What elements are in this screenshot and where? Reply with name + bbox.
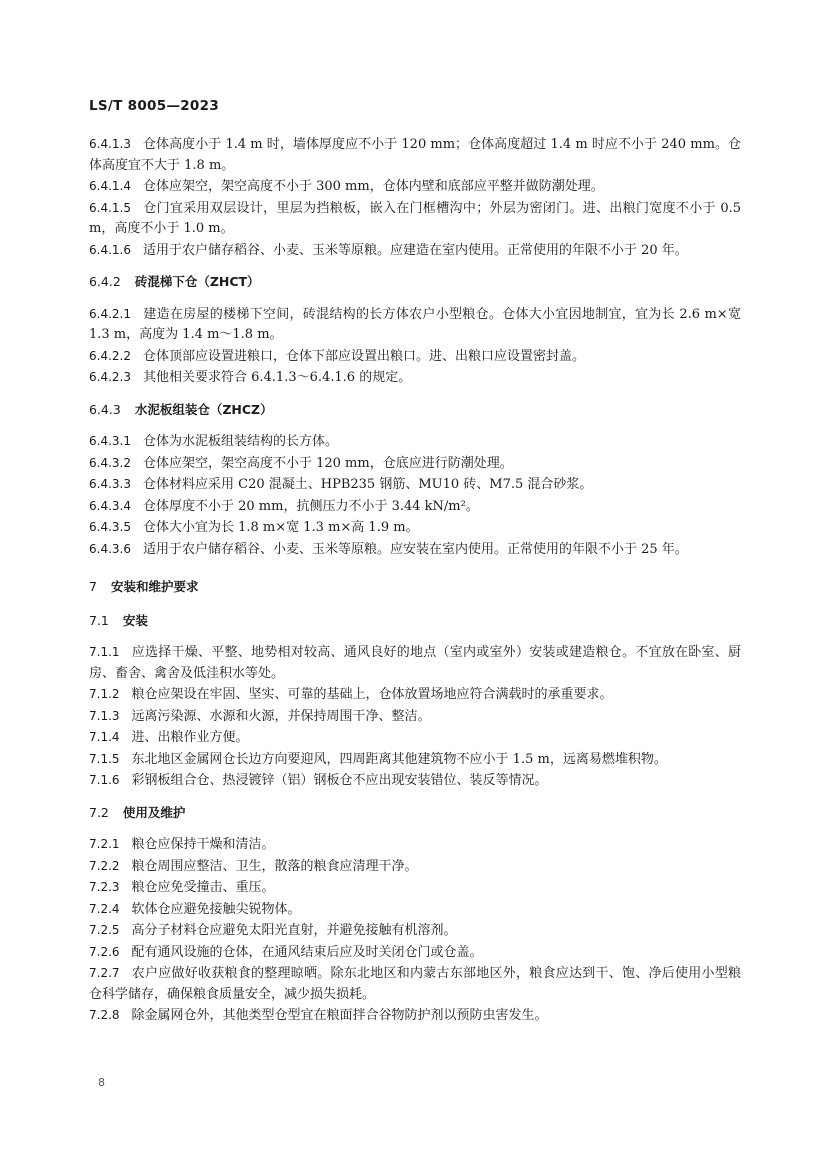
- heading-7-1: 7.1 安装: [89, 612, 148, 628]
- clause-7-1-1: 7.1.1 应选择干燥、平整、地势相对较高、通风良好的地点（室内或室外）安装或建造粮仓。不宜放在卧室、厨房、畜舍、禽舍及低洼积水等处。: [89, 645, 741, 681]
- document-id: LS/T 8005—2023: [89, 98, 220, 114]
- clause-6-4-3-3: 6.4.3.3 仓体材料应采用 C20 混凝土、HPB235 钢筋、MU10 砖、M7.5 混合砂浆。: [89, 477, 593, 492]
- clause-7-2-5: 7.2.5 高分子材料仓应避免太阳光直射，并避免接触有机溶剂。: [89, 923, 457, 938]
- clause-7-1-4: 7.1.4 进、出粮作业方便。: [89, 730, 249, 745]
- clause-7-2-6: 7.2.6 配有通风设施的仓体，在通风结束后应及时关闭仓门或仓盖。: [89, 944, 483, 960]
- heading-7: 7 安装和维护要求: [89, 579, 199, 594]
- clause-6-4-3-6: 6.4.3.6 适用于农户储存稻谷、小麦、玉米等原粮。应安装在室内使用。正常使用的年限不小于 25 年。: [89, 541, 688, 557]
- clause-6-4-3-4: 6.4.3.4 仓体厚度不小于 20 mm，抗侧压力不小于 3.44 kN/m²。: [89, 498, 479, 514]
- clause-6-4-1-3: 6.4.1.3 仓体高度小于 1.4 m 时，墙体厚度应不小于 120 mm；仓体高度超过 1.4 m 时应不小于 240 mm。仓体高度宜不大于 1.8 m。: [89, 137, 741, 173]
- clause-6-4-2-1: 6.4.2.1 建造在房屋的楼梯下空间，砖混结构的长方体农户小型粮仓。仓体大小宜因地制宜，宜为长 2.6 m×宽 1.3 m，高度为 1.4 m～1.8 m。: [89, 306, 741, 342]
- heading-7-2: 7.2 使用及维护: [89, 804, 186, 820]
- clause-7-1-3: 7.1.3 远离污染源、水源和火源，并保持周围干净、整洁。: [89, 708, 431, 724]
- document-body: [89, 134, 741, 1027]
- heading-6-4-3: 6.4.3 水泥板组装仓（ZHCZ）: [89, 401, 273, 417]
- clause-6-4-1-4: 6.4.1.4 仓体应架空，架空高度不小于 300 mm，仓体内壁和底部应平整并做防潮处理。: [89, 179, 604, 194]
- clause-6-4-1-6: 6.4.1.6 适用于农户储存稻谷、小麦、玉米等原粮。应建造在室内使用。正常使用的年限不小于 20 年。: [89, 242, 688, 258]
- clause-7-2-1: 7.2.1 粮仓应保持干燥和清洁。: [89, 837, 275, 852]
- clause-7-2-2: 7.2.2 粮仓周围应整洁、卫生，散落的粮食应清理干净。: [89, 858, 418, 874]
- clause-6-4-3-5: 6.4.3.5 仓体大小宜为长 1.8 m×宽 1.3 m×高 1.9 m。: [89, 520, 419, 535]
- clause-6-4-1-5: 6.4.1.5 仓门宜采用双层设计，里层为挡粮板，嵌入在门框槽沟中；外层为密闭门。进、出粮门宽度不小于 0.5 m，高度不小于 1.0 m。: [89, 200, 741, 236]
- clause-7-2-4: 7.2.4 软体仓应避免接触尖锐物体。: [89, 901, 301, 917]
- clause-7-2-8: 7.2.8 除金属网仓外，其他类型仓型宜在粮面拌合谷物防护剂以预防虫害发生。: [89, 1008, 548, 1023]
- clause-6-4-3-2: 6.4.3.2 仓体应架空，架空高度不小于 120 mm，仓底应进行防潮处理。: [89, 455, 513, 471]
- clause-6-4-2-2: 6.4.2.2 仓体顶部应设置进粮口，仓体下部应设置出粮口。进、出粮口应设置密封盖。: [89, 348, 585, 364]
- clause-6-4-3-1: 6.4.3.1 仓体为水泥板组装结构的长方体。: [89, 434, 338, 449]
- clause-7-1-6: 7.1.6 彩钢板组合仓、热浸镀锌（铝）钢板仓不应出现安装错位、装反等情况。: [89, 773, 548, 788]
- page-number: 8: [98, 1076, 105, 1089]
- clause-7-2-7: 7.2.7 农户应做好收获粮食的整理晾晒。除东北地区和内蒙古东部地区外，粮食应达到干、饱、净后使用小型粮仓科学储存，确保粮食质量安全，减少损失损耗。: [89, 966, 741, 1002]
- clause-7-2-3: 7.2.3 粮仓应免受撞击、重压。: [89, 880, 275, 895]
- clause-6-4-2-3: 6.4.2.3 其他相关要求符合 6.4.1.3～6.4.1.6 的规定。: [89, 370, 412, 385]
- clause-7-1-2: 7.1.2 粮仓应架设在牢固、坚实、可靠的基础上，仓体放置场地应符合满载时的承重要求。: [89, 687, 613, 702]
- clause-7-1-5: 7.1.5 东北地区金属网仓长边方向要迎风，四周距离其他建筑物不应小于 1.5 m，远离易燃堆积物。: [89, 751, 667, 767]
- heading-6-4-2: 6.4.2 砖混梯下仓（ZHCT）: [89, 274, 260, 289]
